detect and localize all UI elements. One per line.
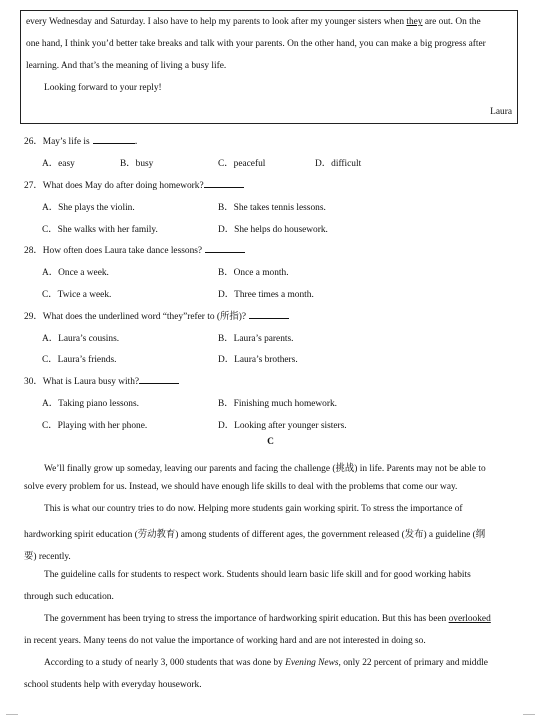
option-29-c: C．Laura’s friends.	[42, 355, 117, 365]
letter-box	[20, 10, 518, 124]
question-stem: 28．How often does Laura take dance lessons?	[24, 246, 203, 256]
answer-blank	[93, 135, 135, 144]
section-heading-c: C	[267, 437, 274, 447]
passage-line: school students help with everyday housework.	[24, 680, 202, 690]
passage-line	[44, 658, 488, 668]
option-27-d: D．She helps do housework.	[218, 225, 328, 235]
option-30-b: B．Finishing much homework.	[218, 399, 338, 409]
option-30-c: C．Playing with her phone.	[42, 421, 148, 431]
option-26-c: C．peaceful	[218, 159, 266, 169]
question-stem: 29．What does the underlined word “they”refer to (所指)?	[24, 312, 247, 322]
passage-line	[44, 614, 491, 624]
answer-blank	[204, 179, 244, 188]
option-28-d: D．Three times a month.	[218, 290, 314, 300]
option-29-d: D．Laura’s brothers.	[218, 355, 298, 365]
passage-line: through such education.	[24, 592, 114, 602]
letter-text: are out. On the	[422, 17, 481, 27]
letter-closing: Looking forward to your reply!	[44, 83, 162, 93]
underlined-word-they: they	[406, 17, 423, 27]
option-30-d: D．Looking after younger sisters.	[218, 421, 347, 431]
question-stem: 27．What does May do after doing homework?	[24, 181, 204, 191]
question-stem: 26．May’s life is	[24, 137, 90, 147]
answer-blank	[249, 310, 289, 319]
letter-line-2: one hand, I think you’d better take breaks and talk with your parents. On the other hand, you can make a big progress after	[26, 39, 486, 49]
letter-text: every Wednesday and Saturday. I also have to help my parents to look after my younger sisters when	[26, 17, 407, 27]
question-28	[24, 242, 245, 256]
option-27-b: B．She takes tennis lessons.	[218, 203, 326, 213]
option-26-b: B．busy	[120, 159, 154, 169]
question-29	[24, 308, 289, 322]
passage-line: This is what our country tries to do now. Helping more students gain working spirit. To stress the importance of	[44, 504, 463, 514]
question-30	[24, 373, 179, 387]
letter-line-1	[26, 17, 481, 27]
option-30-a: A．Taking piano lessons.	[42, 399, 139, 409]
option-26-a: A．easy	[42, 159, 75, 169]
page-corner-mark	[6, 714, 18, 715]
question-26	[24, 133, 144, 147]
passage-line: in recent years. Many teens do not value the importance of working hard and are not interested in doing so.	[24, 636, 426, 646]
option-29-b: B．Laura’s parents.	[218, 334, 294, 344]
answer-blank	[205, 244, 245, 253]
question-suffix: ．	[134, 137, 145, 147]
option-28-b: B．Once a month.	[218, 268, 289, 278]
option-27-c: C．She walks with her family.	[42, 225, 158, 235]
letter-line-3: learning. And that’s the meaning of living a busy life.	[26, 61, 227, 71]
option-28-a: A．Once a week.	[42, 268, 109, 278]
underlined-word-overlooked: overlooked	[448, 614, 491, 624]
newspaper-name: Evening News	[285, 658, 339, 668]
passage-text: According to a study of nearly 3, 000 students that was done by	[44, 658, 286, 668]
passage-text: The government has been trying to stress the importance of hardworking spirit education. But this has been	[44, 614, 449, 624]
option-29-a: A．Laura’s cousins.	[42, 334, 120, 344]
passage-line: 要) recently.	[24, 552, 71, 562]
option-26-d: D．difficult	[315, 159, 362, 169]
option-27-a: A．She plays the violin.	[42, 203, 135, 213]
answer-blank	[139, 375, 179, 384]
letter-signature: Laura	[490, 107, 512, 117]
passage-line: hardworking spirit education (劳动教育) among students of different ages, the government released (发布) a guideline (纲	[24, 530, 486, 540]
question-stem: 30．What is Laura busy with?	[24, 377, 140, 387]
question-27	[24, 177, 244, 191]
page-corner-mark	[523, 714, 535, 715]
passage-line: The guideline calls for students to respect work. Students should learn basic life skill and for good working habits	[44, 570, 471, 580]
option-28-c: C．Twice a week.	[42, 290, 112, 300]
passage-line: solve every problem for us. Instead, we should have enough life skills to deal with the problems that come our way.	[24, 482, 458, 492]
passage-line: We’ll finally grow up someday, leaving our parents and facing the challenge (挑战) in life. Parents may not be able to	[44, 464, 486, 474]
passage-text: , only 22 percent of primary and middle	[338, 658, 488, 668]
